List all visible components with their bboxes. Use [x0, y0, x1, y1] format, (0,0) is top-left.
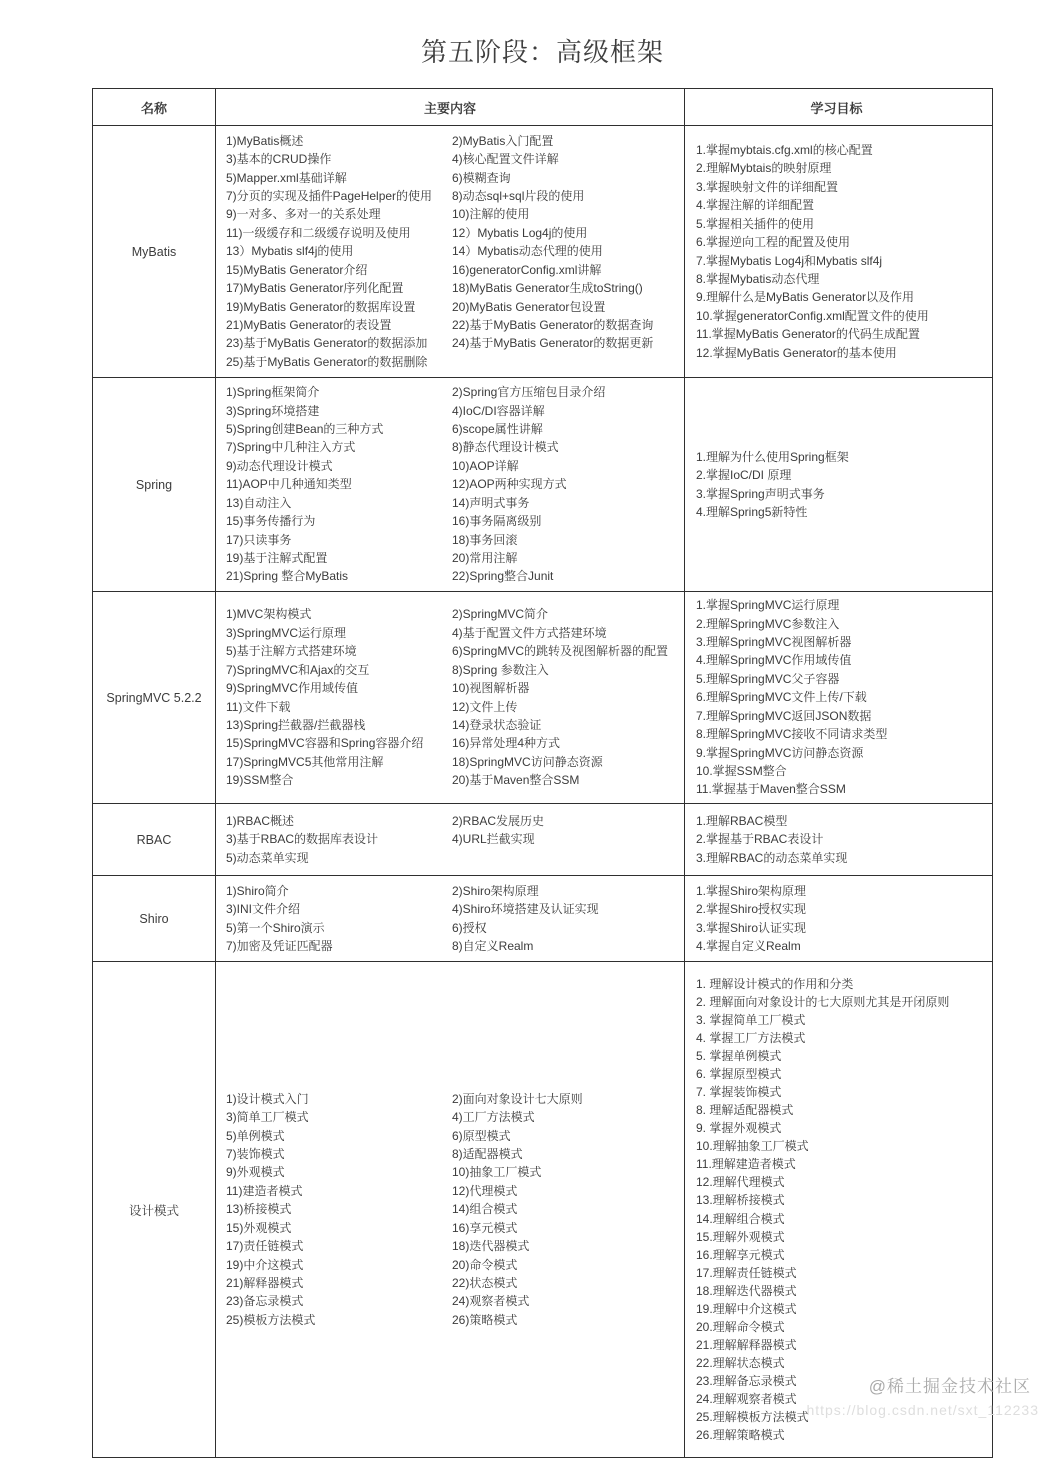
content-item: 22.理解状态模式	[696, 1355, 785, 1370]
content-item: 7)SpringMVC和Ajax的交互	[226, 662, 370, 677]
content-item: 9)一对多、多对一的关系处理	[226, 207, 381, 222]
content-item: 10)注解的使用	[452, 207, 530, 222]
content-item: 20)常用注解	[452, 550, 518, 565]
content-item: 10)视图解析器	[452, 681, 530, 696]
header-cell-content	[216, 89, 685, 125]
row-goals	[685, 804, 992, 875]
content-item: 6)模糊查询	[452, 170, 511, 185]
content-item: 14)登录状态验证	[452, 717, 542, 732]
content-item: 11)AOP中几种通知类型	[226, 477, 352, 492]
content-item: 1.理解RBAC模型	[696, 813, 788, 828]
content-item: 1.掌握mybtais.cfg.xml的核心配置	[696, 143, 873, 158]
content-item: 10.掌握SSM整合	[696, 763, 787, 778]
page-title: 第五阶段：高级框架	[420, 37, 664, 67]
row-goals	[685, 592, 992, 803]
content-item: 17)SpringMVC5其他常用注解	[226, 754, 384, 769]
content-item: 12)代理模式	[452, 1183, 518, 1198]
content-item: 11)文件下载	[226, 699, 291, 714]
content-item: 16.理解享元模式	[696, 1247, 785, 1262]
content-item: 2.掌握Shiro授权实现	[696, 902, 807, 917]
content-item: 7. 掌握装饰模式	[696, 1085, 782, 1100]
content-item: 5. 掌握单例模式	[696, 1049, 782, 1064]
content-item: 1)RBAC概述	[226, 813, 295, 828]
content-item: 3)INI文件介绍	[226, 902, 301, 917]
content-item: 6)授权	[452, 920, 487, 935]
content-item: 17)责任链模式	[226, 1239, 304, 1254]
content-item: 5.掌握相关插件的使用	[696, 216, 815, 231]
content-item: 7.掌握Mybatis Log4j和Mybatis slf4j	[696, 253, 883, 268]
row-name: 设计模式	[93, 962, 216, 1457]
content-item: 5)Spring创建Bean的三种方式	[226, 422, 384, 437]
content-item: 2.掌握基于RBAC表设计	[696, 832, 824, 847]
content-item: 24)基于MyBatis Generator的数据更新	[452, 336, 654, 351]
content-item: 7)装饰模式	[226, 1147, 285, 1162]
content-column-right	[452, 882, 684, 956]
content-item: 4)Shiro环境搭建及认证实现	[452, 902, 599, 917]
content-item: 4)工厂方法模式	[452, 1110, 535, 1125]
content-item: 13)桥接模式	[226, 1202, 292, 1217]
content-item: 4.理解SpringMVC作用域传值	[696, 653, 852, 668]
content-item: 3)基于RBAC的数据库表设计	[226, 832, 379, 847]
header-cell-name	[93, 89, 216, 125]
content-item: 26)策略模式	[452, 1312, 518, 1327]
table-row	[93, 962, 992, 1458]
content-item: 23)备忘录模式	[226, 1294, 304, 1309]
content-item: 16)异常处理4种方式	[452, 736, 561, 751]
content-item: 10)抽象工厂模式	[452, 1165, 542, 1180]
content-item: 1. 理解设计模式的作用和分类	[696, 976, 854, 991]
content-item: 4)基于配置文件方式搭建环境	[452, 625, 607, 640]
row-name: RBAC	[93, 804, 216, 875]
content-column-right	[452, 1090, 684, 1329]
content-column-left	[216, 132, 452, 371]
content-item: 3.理解RBAC的动态菜单实现	[696, 850, 848, 865]
content-item: 1)MVC架构模式	[226, 607, 312, 622]
content-column-left	[216, 1090, 452, 1329]
content-item: 2.理解Mybtais的映射原理	[696, 161, 832, 176]
row-goals	[685, 876, 992, 961]
content-item: 13)自动注入	[226, 495, 292, 510]
content-column-right	[452, 812, 684, 867]
content-item: 13.理解桥接模式	[696, 1193, 785, 1208]
content-item: 9)SpringMVC作用域传值	[226, 681, 359, 696]
content-item: 16)事务隔离级别	[452, 514, 542, 529]
table-body	[93, 126, 992, 1458]
content-item: 2)Spring官方压缩包目录介绍	[452, 385, 606, 400]
content-item: 6)SpringMVC的跳转及视图解析器的配置	[452, 644, 669, 659]
content-item: 7)分页的实现及插件PageHelper的使用	[226, 189, 433, 204]
content-item: 2)MyBatis入门配置	[452, 133, 554, 148]
content-item: 9. 掌握外观模式	[696, 1121, 782, 1136]
content-item: 5)动态菜单实现	[226, 850, 309, 865]
content-item: 8.掌握Mybatis动态代理	[696, 271, 820, 286]
content-item: 8)自定义Realm	[452, 938, 534, 953]
content-item: 12）Mybatis Log4j的使用	[452, 225, 588, 240]
row-content	[216, 876, 685, 961]
content-item: 8)静态代理设计模式	[452, 440, 559, 455]
content-item: 9)外观模式	[226, 1165, 285, 1180]
content-column-left	[216, 605, 452, 789]
content-item: 17)只读事务	[226, 532, 292, 547]
content-item: 3)简单工厂模式	[226, 1110, 309, 1125]
content-item: 3. 掌握简单工厂模式	[696, 1012, 806, 1027]
content-item: 12)AOP两种实现方式	[452, 477, 567, 492]
content-item: 9.理解什么是MyBatis Generator以及作用	[696, 290, 915, 305]
content-item: 5)第一个Shiro演示	[226, 920, 325, 935]
content-item: 19)SSM整合	[226, 773, 294, 788]
content-item: 1)设计模式入门	[226, 1091, 309, 1106]
curriculum-table	[92, 88, 993, 1458]
content-item: 2. 理解面向对象设计的七大原则尤其是开闭原则	[696, 994, 950, 1009]
content-item: 5)单例模式	[226, 1128, 285, 1143]
content-item: 2)Shiro架构原理	[452, 883, 539, 898]
row-name: SpringMVC 5.2.2	[93, 592, 216, 803]
content-item: 1.掌握Shiro架构原理	[696, 883, 807, 898]
content-item: 6)原型模式	[452, 1128, 511, 1143]
content-item: 7.理解SpringMVC返回JSON数据	[696, 708, 872, 723]
content-item: 15.理解外观模式	[696, 1229, 785, 1244]
table-header-row	[93, 89, 992, 126]
content-item: 8)动态sql+sql片段的使用	[452, 189, 585, 204]
content-item: 20)MyBatis Generator包设置	[452, 299, 606, 314]
content-item: 25.理解模板方法模式	[696, 1410, 809, 1425]
table-row	[93, 592, 992, 804]
content-item: 12.掌握MyBatis Generator的基本使用	[696, 345, 897, 360]
header-label-name: 名称	[140, 100, 167, 116]
content-item: 1)MyBatis概述	[226, 133, 304, 148]
content-item: 22)状态模式	[452, 1275, 518, 1290]
content-item: 2.掌握IoC/DI 原理	[696, 468, 792, 483]
content-item: 7)Spring中几种注入方式	[226, 440, 356, 455]
content-item: 5)Mapper.xml基础详解	[226, 170, 347, 185]
content-item: 1)Spring框架简介	[226, 385, 320, 400]
content-item: 1.理解为什么使用Spring框架	[696, 449, 849, 464]
content-item: 8.理解SpringMVC接收不同请求类型	[696, 727, 888, 742]
content-item: 15)SpringMVC容器和Spring容器介绍	[226, 736, 424, 751]
content-item: 14)组合模式	[452, 1202, 518, 1217]
content-item: 11.理解建造者模式	[696, 1157, 796, 1172]
content-item: 2)面向对象设计七大原则	[452, 1091, 583, 1106]
content-column-right	[452, 132, 684, 371]
content-item: 21)Spring 整合MyBatis	[226, 569, 349, 584]
content-item: 3.掌握Shiro认证实现	[696, 920, 807, 935]
content-item: 4.掌握自定义Realm	[696, 938, 801, 953]
content-item: 20)命令模式	[452, 1257, 518, 1272]
content-item: 23)基于MyBatis Generator的数据添加	[226, 336, 428, 351]
content-item: 11)一级缓存和二级缓存说明及使用	[226, 225, 411, 240]
content-item: 4. 掌握工厂方法模式	[696, 1031, 806, 1046]
content-item: 10.理解抽象工厂模式	[696, 1139, 809, 1154]
content-item: 6)scope属性讲解	[452, 422, 543, 437]
content-item: 9.掌握SpringMVC访问静态资源	[696, 745, 864, 760]
content-item: 14.理解组合模式	[696, 1211, 785, 1226]
content-item: 19)基于注解式配置	[226, 550, 328, 565]
content-item: 19)MyBatis Generator的数据库设置	[226, 299, 416, 314]
content-item: 19.理解中介这模式	[696, 1301, 797, 1316]
content-item: 18)MyBatis Generator生成toString()	[452, 281, 643, 296]
content-item: 19)中介这模式	[226, 1257, 304, 1272]
content-item: 2.理解SpringMVC参数注入	[696, 616, 840, 631]
content-item: 3.掌握映射文件的详细配置	[696, 179, 839, 194]
content-item: 14）Mybatis动态代理的使用	[452, 244, 603, 259]
row-goals	[685, 126, 992, 377]
content-item: 12.理解代理模式	[696, 1175, 785, 1190]
content-item: 6. 掌握原型模式	[696, 1067, 782, 1082]
content-item: 12)文件上传	[452, 699, 518, 714]
row-content	[216, 962, 685, 1457]
content-item: 3.理解SpringMVC视图解析器	[696, 635, 852, 650]
content-item: 23.理解备忘录模式	[696, 1373, 797, 1388]
content-item: 3)Spring环境搭建	[226, 403, 320, 418]
content-item: 15)MyBatis Generator介绍	[226, 262, 368, 277]
table-row	[93, 804, 992, 876]
content-item: 21)解释器模式	[226, 1275, 304, 1290]
row-name: Spring	[93, 378, 216, 591]
content-column-right	[452, 605, 684, 789]
content-item: 14)声明式事务	[452, 495, 530, 510]
content-column-left	[216, 812, 452, 867]
row-content	[216, 126, 685, 377]
content-item: 22)Spring整合Junit	[452, 569, 554, 584]
content-item: 17)MyBatis Generator序列化配置	[226, 281, 404, 296]
row-content	[216, 804, 685, 875]
content-item: 13）Mybatis slf4j的使用	[226, 244, 354, 259]
content-item: 22)基于MyBatis Generator的数据查询	[452, 317, 654, 332]
content-item: 18)事务回滚	[452, 532, 518, 547]
content-column-right	[452, 383, 684, 585]
header-cell-goals	[685, 89, 992, 125]
content-item: 20)基于Maven整合SSM	[452, 773, 580, 788]
content-item: 3.掌握Spring声明式事务	[696, 486, 825, 501]
row-name: MyBatis	[93, 126, 216, 377]
content-column-left	[216, 383, 452, 585]
content-item: 18)SpringMVC访问静态资源	[452, 754, 603, 769]
content-item: 24)观察者模式	[452, 1294, 530, 1309]
content-item: 8. 理解适配器模式	[696, 1103, 794, 1118]
table-row	[93, 378, 992, 592]
content-item: 18)迭代器模式	[452, 1239, 530, 1254]
content-item: 1.掌握SpringMVC运行原理	[696, 598, 840, 613]
row-goals	[685, 962, 992, 1457]
content-item: 8)Spring 参数注入	[452, 662, 549, 677]
content-item: 13)Spring拦截器/拦截器栈	[226, 717, 366, 732]
content-item: 10.掌握generatorConfig.xml配置文件的使用	[696, 308, 929, 323]
content-item: 1)Shiro简介	[226, 883, 289, 898]
content-item: 11.掌握MyBatis Generator的代码生成配置	[696, 327, 920, 342]
content-item: 4)IoC/DI容器详解	[452, 403, 545, 418]
content-item: 2)RBAC发展历史	[452, 813, 545, 828]
content-item: 8)适配器模式	[452, 1147, 523, 1162]
content-item: 21)MyBatis Generator的表设置	[226, 317, 392, 332]
content-item: 9)动态代理设计模式	[226, 458, 333, 473]
row-content	[216, 378, 685, 591]
content-item: 21.理解解释器模式	[696, 1337, 797, 1352]
content-item: 26.理解策略模式	[696, 1428, 785, 1443]
watermark-community-text: @稀土掘金技术社区	[868, 1377, 1031, 1396]
content-item: 11.掌握基于Maven整合SSM	[696, 782, 846, 797]
content-item: 4.掌握注解的详细配置	[696, 198, 815, 213]
content-item: 18.理解迭代器模式	[696, 1283, 797, 1298]
watermark-url-text: https://blog.csdn.net/sxt_112233	[806, 1402, 1039, 1418]
content-item: 4.理解Spring5新特性	[696, 504, 808, 519]
content-item: 5)基于注解方式搭建环境	[226, 644, 357, 659]
header-label-goals: 学习目标	[810, 100, 863, 116]
content-item: 24.理解观察者模式	[696, 1391, 797, 1406]
content-item: 25)模板方法模式	[226, 1312, 316, 1327]
content-item: 3)基本的CRUD操作	[226, 152, 332, 167]
content-item: 7)加密及凭证匹配器	[226, 938, 333, 953]
content-item: 16)generatorConfig.xml讲解	[452, 262, 602, 277]
content-item: 16)享元模式	[452, 1220, 518, 1235]
content-item: 20.理解命令模式	[696, 1319, 785, 1334]
content-item: 6.理解SpringMVC文件上传/下载	[696, 690, 867, 705]
content-item: 3)SpringMVC运行原理	[226, 625, 347, 640]
header-label-content: 主要内容	[423, 100, 476, 116]
row-name: Shiro	[93, 876, 216, 961]
content-item: 6.掌握逆向工程的配置及使用	[696, 235, 851, 250]
row-content	[216, 592, 685, 803]
content-column-left	[216, 882, 452, 956]
table-row	[93, 126, 992, 378]
content-item: 10)AOP详解	[452, 458, 519, 473]
content-item: 2)SpringMVC简介	[452, 607, 549, 622]
table-row	[93, 876, 992, 962]
content-item: 4)URL拦截实现	[452, 832, 535, 847]
row-goals	[685, 378, 992, 591]
content-item: 17.理解责任链模式	[696, 1265, 797, 1280]
content-item: 15)事务传播行为	[226, 514, 316, 529]
content-item: 4)核心配置文件详解	[452, 152, 559, 167]
content-item: 25)基于MyBatis Generator的数据删除	[226, 354, 428, 369]
content-item: 5.理解SpringMVC父子容器	[696, 671, 840, 686]
content-item: 15)外观模式	[226, 1220, 292, 1235]
content-item: 11)建造者模式	[226, 1183, 303, 1198]
